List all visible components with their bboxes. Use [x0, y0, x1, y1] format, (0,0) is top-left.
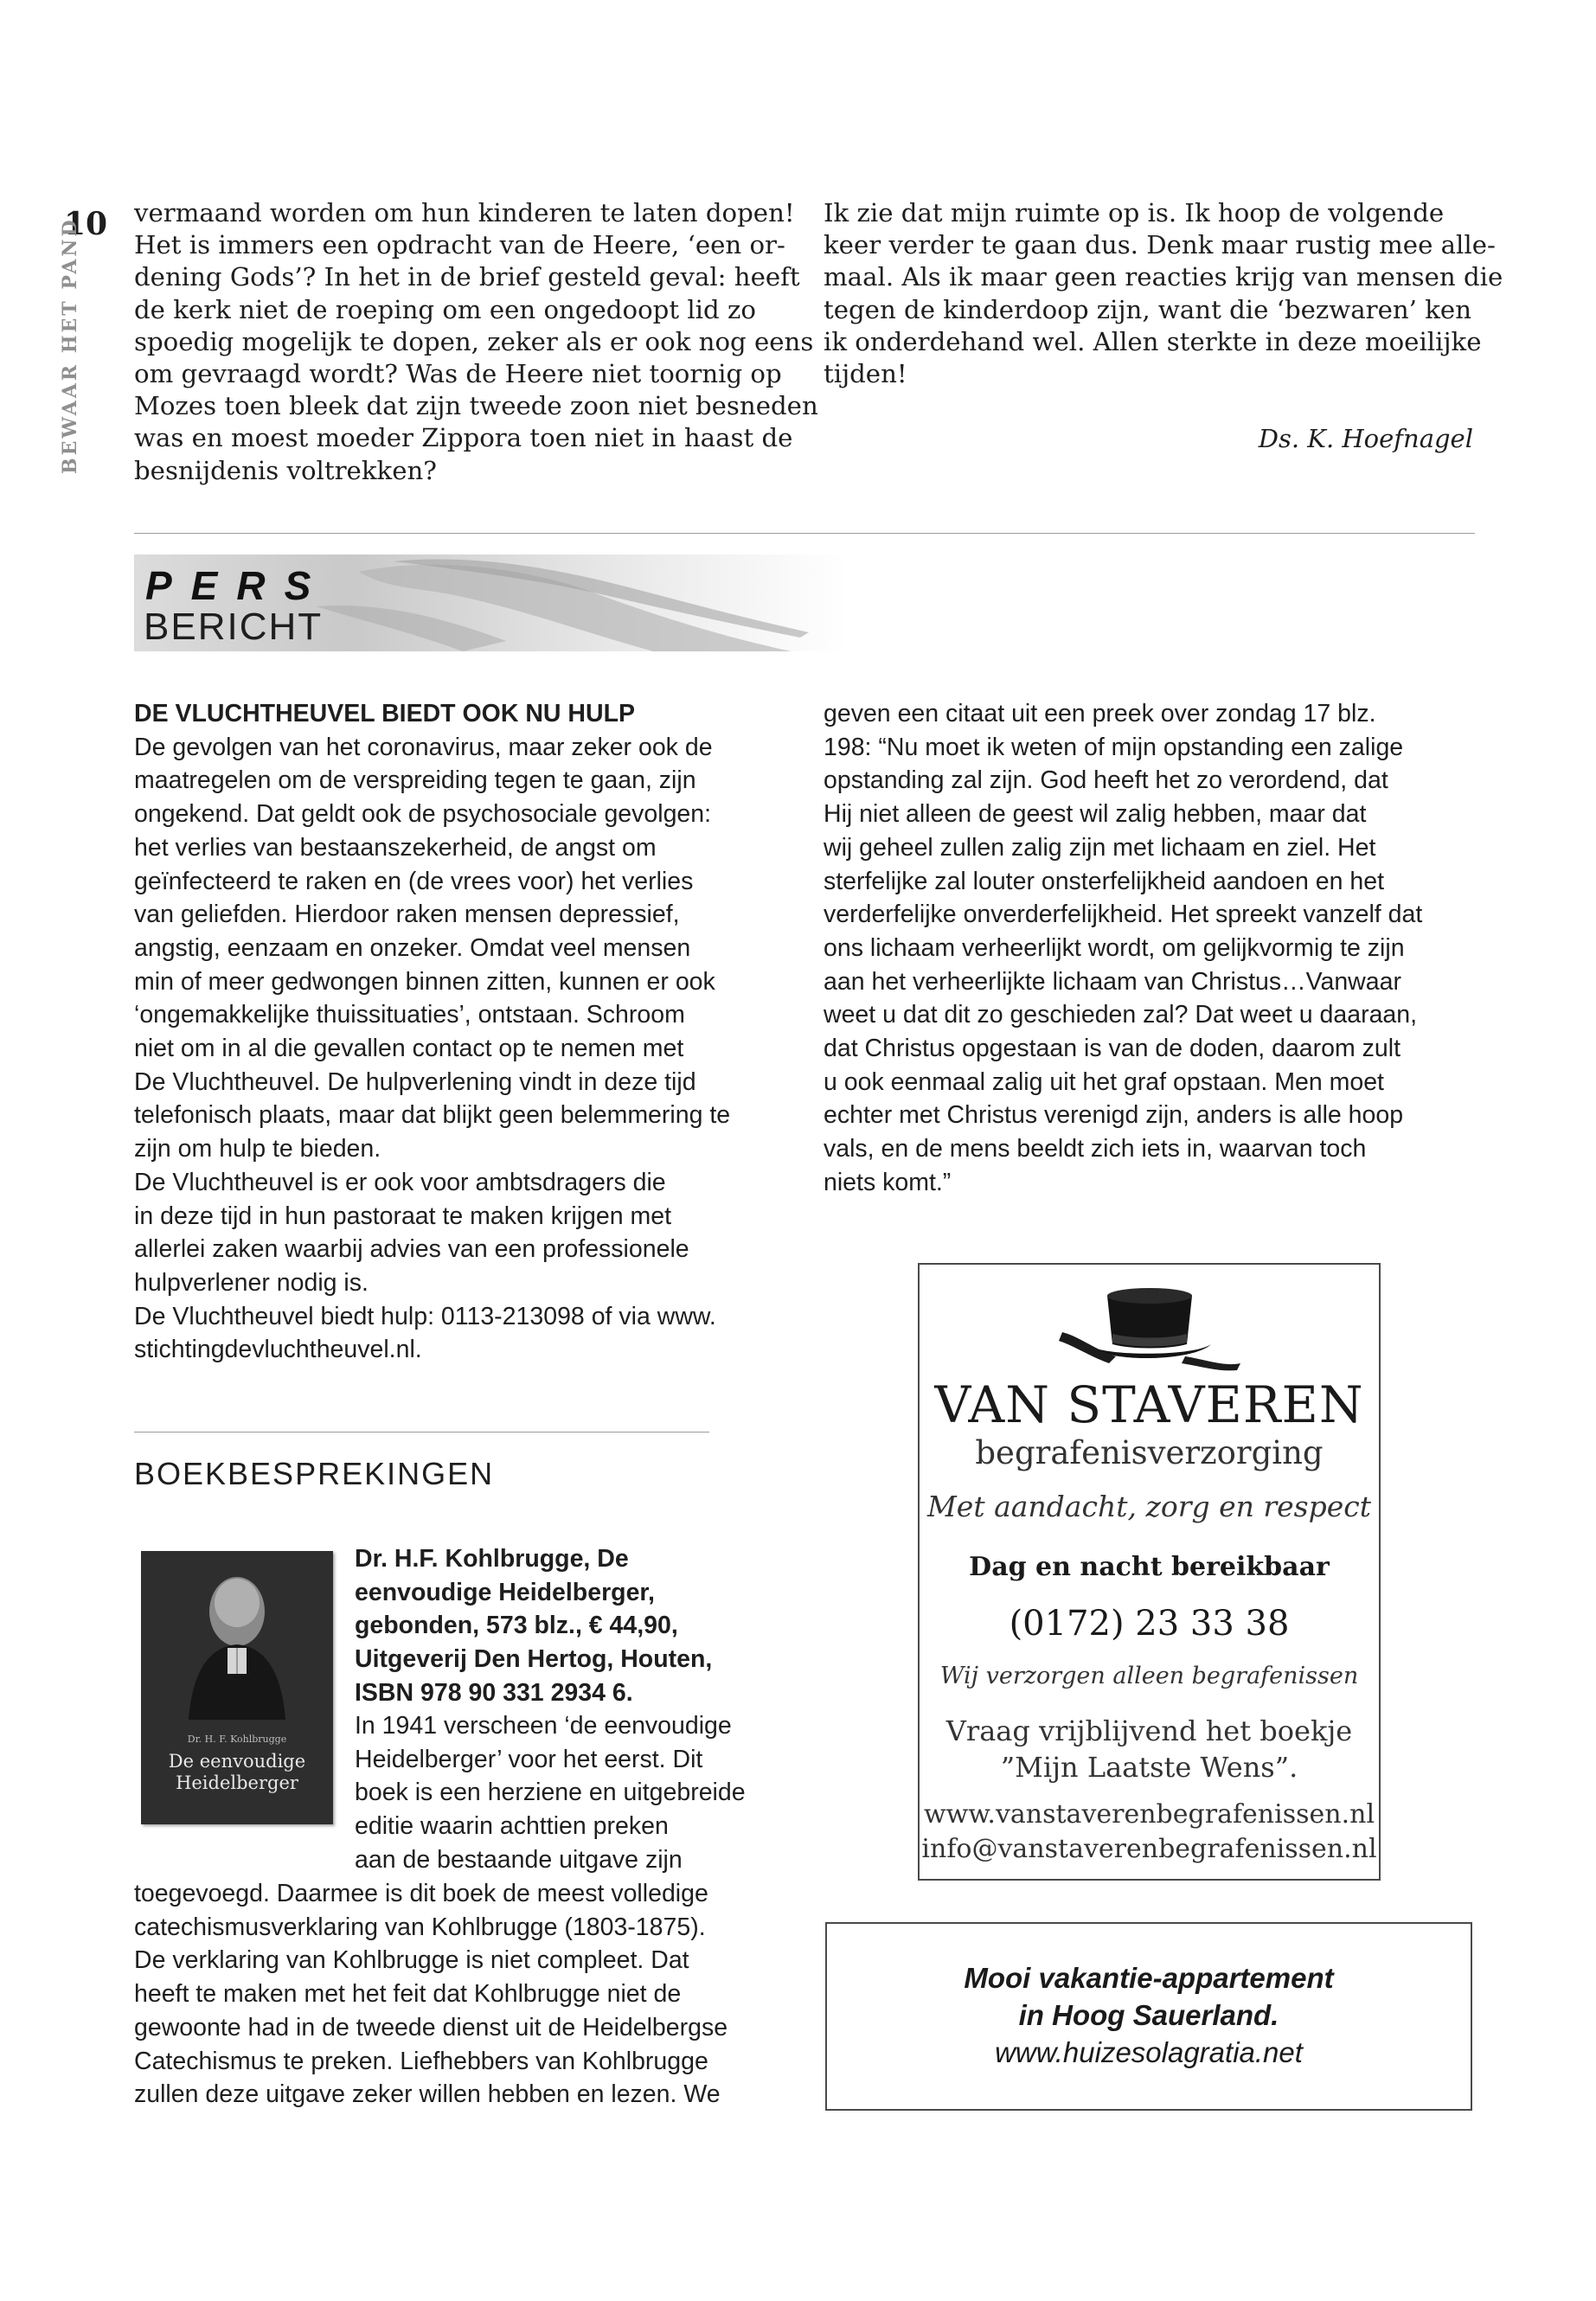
text-line: Hij niet alleen de geest wil zalig hebben, maar dat [824, 800, 1367, 829]
text-line: maal. Als ik maar geen reacties krijg van mensen die [824, 262, 1503, 292]
text-line: Heidelberger’ voor het eerst. Dit [355, 1745, 703, 1773]
text-line: geven een citaat uit een preek over zondag 17 blz. [824, 700, 1376, 727]
text-line: Catechismus te preken. Liefhebbers van Kohlbrugge [134, 2047, 708, 2075]
text-line: keer verder te gaan dus. Denk maar rustig mee alle- [824, 230, 1496, 260]
section-divider [134, 533, 1475, 534]
ad-note: Wij verzorgen alleen begrafenissen [939, 1663, 1359, 1689]
signature: Ds. K. Hoefnagel [1258, 424, 1473, 453]
ad-company-name: VAN STAVEREN [934, 1375, 1364, 1434]
text-line: Uitgeverij Den Hertog, Houten, [355, 1645, 713, 1674]
text-line: telefonisch plaats, maar dat blijkt geen belemmering te [134, 1101, 731, 1130]
text-line: Ik zie dat mijn ruimte op is. Ik hoop de volgende [824, 198, 1445, 228]
text-line: boek is een herziene en uitgebreide [355, 1779, 746, 1807]
text-line: zullen deze uitgave zeker willen hebben en lezen. We [134, 2080, 721, 2109]
text-line: vermaand worden om hun kinderen te laten dopen! [134, 198, 795, 228]
ad-phone: (0172) 23 33 38 [1009, 1604, 1290, 1644]
text-line: min of meer gedwongen binnen zitten, kunnen er ook [134, 967, 715, 996]
text-line: gebonden, 573 blz., € 44,90, [355, 1612, 678, 1640]
text-line: ongekend. Dat geldt ook de psychosociale gevolgen: [134, 800, 712, 829]
cover-title [141, 1751, 333, 1794]
text-line: tegen de kinderdoop zijn, want die ‘bezwaren’ ken [824, 294, 1471, 324]
ad-website: www.huizesolagratia.net [995, 2036, 1303, 2068]
text-line: De verklaring van Kohlbrugge is niet compleet. Dat [134, 1946, 689, 1975]
running-head: BEWAAR HET PAND [59, 217, 81, 474]
ad-availability: Dag en nacht bereikbaar [969, 1552, 1330, 1582]
text-line: Het is immers een opdracht van de Heere, ‘een or- [134, 230, 785, 260]
text-line: dat Christus opgestaan is van de doden, daarom zult [824, 1035, 1401, 1063]
text-line: om gevraagd wordt? Was de Heere niet toornig op [134, 359, 782, 389]
text-line: In 1941 verscheen ‘de eenvoudige [355, 1712, 732, 1740]
text-line: vals, en de mens beeldt zich iets in, waarvan toch [824, 1135, 1367, 1163]
text-line: maatregelen om de verspreiding tegen te gaan, zijn [134, 766, 696, 795]
book-cover-image [141, 1551, 333, 1824]
text-line: ik onderdehand wel. Allen sterkte in deze moeilijke [824, 326, 1482, 356]
text-line: De Vluchtheuvel is er ook voor ambtsdragers die [134, 1168, 666, 1196]
cover-title-line: Heidelberger [176, 1772, 298, 1793]
text-line: stichtingdevluchtheuvel.nl. [134, 1336, 422, 1364]
text-line: ‘ongemakkelijke thuissituaties’, ontstaan. Schroom [134, 1001, 685, 1029]
ad-headline: Mooi vakantie-appartement [964, 1962, 1334, 1994]
text-line: allerlei zaken waarbij advies van een professionele [134, 1235, 689, 1264]
text-line: aan het verheerlijkte lichaam van Christus…Vanwaar [824, 967, 1401, 996]
ad-subtitle: begrafenisverzorging [975, 1434, 1324, 1471]
text-line: De Vluchtheuvel. De hulpverlening vindt in deze tijd [134, 1067, 696, 1096]
ad-website: www.vanstaverenbegrafenissen.nl [923, 1799, 1375, 1830]
text-line: van geliefden. Hierdoor raken mensen depressief, [134, 901, 680, 929]
letter-right-column [824, 197, 1503, 390]
press-banner-subtitle: BERICHT [144, 606, 324, 648]
ad-tagline: Met aandacht, zorg en respect [927, 1490, 1371, 1523]
text-line: opstanding zal zijn. God heeft het zo verordend, dat [824, 766, 1388, 795]
text-line: u ook eenmaal zalig uit het graf opstaan. Men moet [824, 1067, 1384, 1096]
text-line: zijn om hulp te bieden. [134, 1135, 381, 1163]
text-line: de kerk niet de roeping om een ongedoopt lid zo [134, 294, 756, 324]
text-line: Mozes toen bleek dat zijn tweede zoon niet besneden [134, 391, 818, 421]
ad-request-line: Vraag vrijblijvend het boekje [945, 1715, 1353, 1747]
text-line: niet om in al die gevallen contact op te nemen met [134, 1035, 684, 1063]
page-number: 10 [64, 206, 108, 242]
text-line: catechismusverklaring van Kohlbrugge (1803-1875). [134, 1913, 706, 1941]
text-line: het verlies van bestaanszekerheid, de angst om [134, 833, 657, 862]
text-line: aan de bestaande uitgave zijn [355, 1845, 683, 1874]
cover-author: Dr. H. F. Kohlbrugge [187, 1734, 287, 1745]
book-review-text [134, 1877, 727, 2112]
text-line: echter met Christus verenigd zijn, anders is alle hoop [824, 1101, 1404, 1130]
press-article-right-column [824, 697, 1422, 1200]
book-review-text [355, 1709, 746, 1877]
text-line: De Vluchtheuvel biedt hulp: 0113-213098 of via www. [134, 1302, 716, 1330]
text-line: tijden! [824, 359, 907, 389]
letter-left-column [134, 197, 818, 487]
book-details [355, 1542, 712, 1710]
article-title: DE VLUCHTHEUVEL BIEDT OOK NU HULP [134, 700, 636, 727]
section-divider [134, 1432, 709, 1433]
text-line: sterfelijke zal louter onsterfelijkheid aandoen en het [824, 867, 1384, 895]
text-line: heeft te maken met het feit dat Kohlbrugge niet de [134, 1980, 682, 2009]
text-line: niets komt.” [824, 1168, 952, 1196]
ad-email: info@vanstaverenbegrafenissen.nl [921, 1834, 1377, 1864]
text-line: eenvoudige Heidelberger, [355, 1578, 655, 1606]
text-line: ons lichaam verheerlijkt wordt, om gelijkvormig te zijn [824, 933, 1405, 962]
text-line: wij geheel zullen zalig zijn met lichaam en ziel. Het [824, 833, 1376, 862]
text-line: verderfelijke onverderfelijkheid. Het spreekt vanzelf dat [824, 901, 1423, 929]
text-line: 198: “Nu moet ik weten of mijn opstanding een zalige [824, 733, 1404, 761]
press-banner-title: PERS [145, 563, 330, 608]
text-line: De gevolgen van het coronavirus, maar zeker ook de [134, 733, 713, 761]
text-line: gewoonte had in de tweede dienst uit de Heidelbergse [134, 2013, 728, 2041]
press-article-left-column [134, 697, 730, 1367]
text-line: ISBN 978 90 331 2934 6. [355, 1678, 633, 1707]
top-hat-icon [1055, 1277, 1244, 1372]
text-line: hulpverlener nodig is. [134, 1268, 369, 1297]
text-line: angstig, eenzaam en onzeker. Omdat veel mensen [134, 933, 691, 962]
text-line: dening Gods’? In het in de brief gesteld geval: heeft [134, 262, 800, 292]
ad-headline: in Hoog Sauerland. [1018, 1999, 1279, 2031]
section-heading: BOEKBESPREKINGEN [134, 1456, 495, 1491]
ad-request-line: ”Mijn Laatste Wens”. [1000, 1751, 1298, 1784]
text-line: editie waarin achttien preken [355, 1812, 669, 1841]
text-line: spoedig mogelijk te dopen, zeker als er ook nog eens [134, 326, 814, 356]
text-line: in deze tijd in hun pastoraat te maken krijgen met [134, 1202, 672, 1230]
text-line: weet u dat dit zo geschieden zal? Dat weet u daaraan, [824, 1001, 1418, 1029]
text-line: Dr. H.F. Kohlbrugge, De [355, 1545, 629, 1573]
text-line: geïnfecteerd te raken en (de vrees voor) het verlies [134, 867, 694, 895]
cover-title-line: De eenvoudige [168, 1751, 306, 1772]
text-line: besnijdenis voltrekken? [134, 455, 437, 485]
text-line: was en moest moeder Zippora toen niet in haast de [134, 423, 793, 453]
text-line: toegevoegd. Daarmee is dit boek de meest volledige [134, 1880, 708, 1907]
